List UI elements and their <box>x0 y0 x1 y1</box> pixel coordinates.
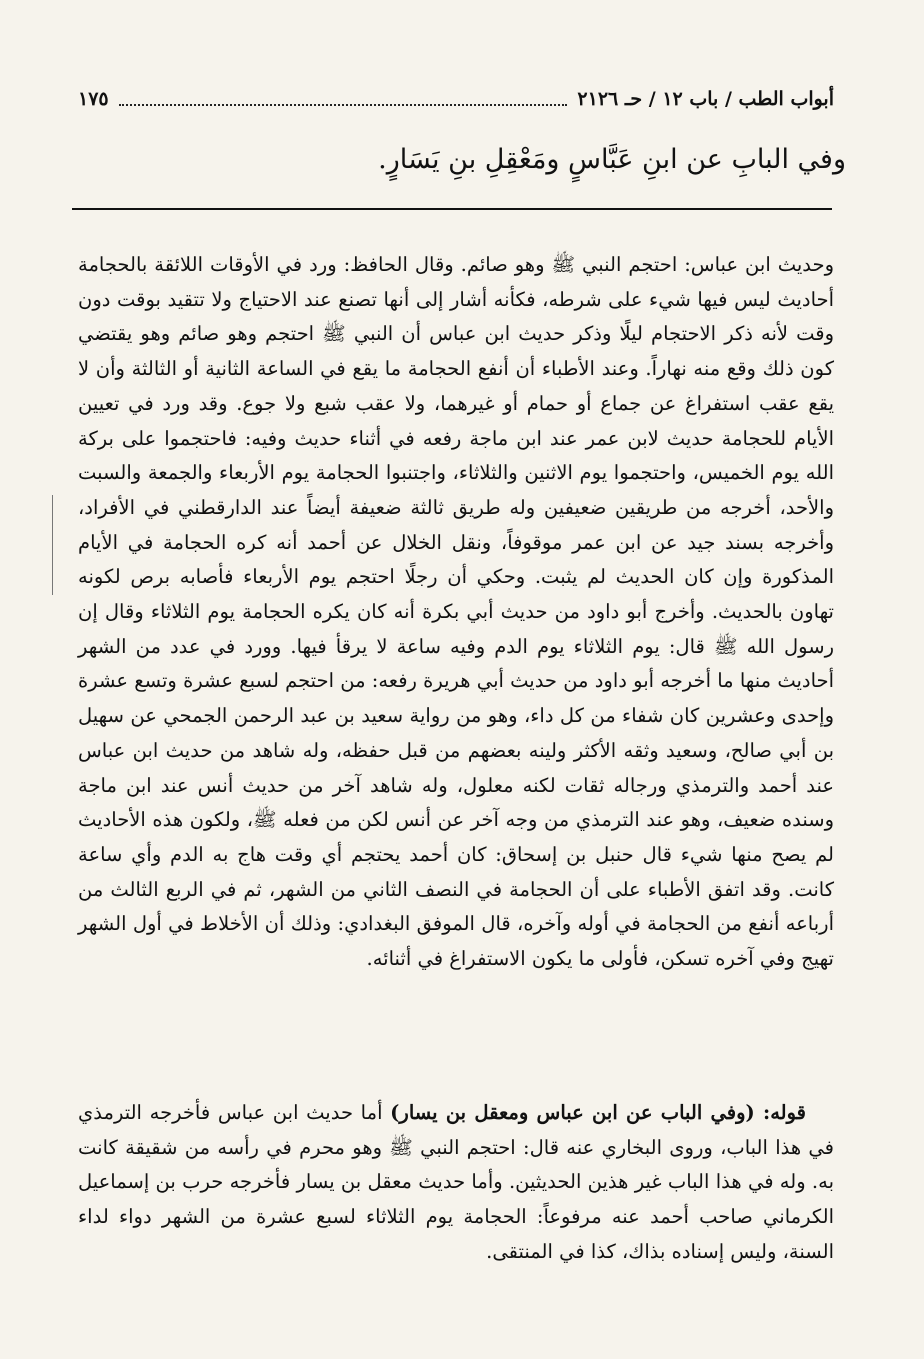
text-separator-rule <box>72 208 832 210</box>
running-title: أبواب الطب / باب ١٢ / حـ ٢١٢٦ <box>577 88 834 110</box>
commentary-block <box>78 248 834 977</box>
qawluhu-lead: قوله: (وفي الباب عن ابن عباس ومعقل بن يسار) <box>390 1101 806 1124</box>
dotted-leader <box>119 104 568 106</box>
qawluhu-body: أما حديث ابن عباس فأخرجه الترمذي في هذا الباب، وروى البخاري عنه قال: احتجم النبي ﷺ وهو محرم في رأسه من شقيقة كانت به. وله في هذا الباب غير هذين الحديثين. وأما حديث معقل بن يسار فأخرجه حرب بن إسماعيل الكرماني صاحب أحمد عنه مرفوعاً: الحجامة يوم الثلاثاء لسبع عشرة من الشهر دواء لداء السنة، وليس إسناده بذاك، كذا في المنتقى. <box>78 1101 834 1263</box>
margin-line <box>52 495 53 595</box>
page-header <box>78 82 834 116</box>
commentary-paragraph: وحديث ابن عباس: احتجم النبي ﷺ وهو صائم. وقال الحافظ: ورد في الأوقات اللائقة بالحجامة أحاديث ليس فيها شيء على شرطه، فكأنه أشار إلى أنها تصنع عند الاحتياج ولا تتقيد بوقت دون وقت لأنه ذكر الاحتجام ليلًا وذكر حديث ابن عباس أن النبي ﷺ احتجم وهو صائم وهو يقتضي كون ذلك وقع منه نهاراً. وعند الأطباء أن أنفع الحجامة ما يقع في الساعة الثانية أو الثالثة وأن لا يقع عقب استفراغ عن جماع أو حمام أو غيرهما، ولا عقب شبع ولا جوع. وقد ورد في تعيين الأيام للحجامة حديث لابن عمر عند ابن ماجة رفعه في أثناء حديث وفيه: فاحتجموا على بركة الله يوم الخميس، واحتجموا يوم الاثنين والثلاثاء، واجتنبوا الحجامة يوم الأربعاء والجمعة والسبت والأحد، أخرجه من طريقين ضعيفين وله طريق ثالثة ضعيفة أيضاً عند الدارقطني في الأفراد، وأخرجه بسند جيد عن ابن عمر موقوفاً، ونقل الخلال عن أحمد أنه كره الحجامة في الأيام المذكورة وإن كان الحديث لم يثبت. وحكي أن رجلًا احتجم يوم الأربعاء فأصابه برص لكونه تهاون بالحديث. وأخرج أبو داود من حديث أبي بكرة أنه كان يكره الحجامة يوم الثلاثاء وقال إن رسول الله ﷺ قال: يوم الثلاثاء يوم الدم وفيه ساعة لا يرقأ فيها. وورد في عدد من الشهر أحاديث منها ما أخرجه أبو داود من حديث أبي هريرة رفعه: من احتجم لسبع عشرة وتسع عشرة وإحدى وعشرين كان شفاء من كل داء، وهو من رواية سعيد بن عبد الرحمن الجمحي عن سهيل بن أبي صالح، وسعيد وثقه الأكثر ولينه بعضهم من قبل حفظه، وله شاهد من حديث ابن عباس عند أحمد والترمذي ورجاله ثقات لكنه معلول، وله شاهد آخر من حديث أنس عند ابن ماجة وسنده ضعيف، وهو عند الترمذي من وجه آخر عن أنس لكن من فعله ﷺ، ولكون هذه الأحاديث لم يصح منها شيء قال حنبل بن إسحاق: كان أحمد يحتجم أي وقت هاج به الدم وأي ساعة كانت. وقد اتفق الأطباء على أن الحجامة في النصف الثاني من الشهر، ثم في الربع الثالث من أرباعه أنفع من الحجامة في أوله وآخره، قال الموفق البغدادي: وذلك أن الأخلاط في أول الشهر تهيج وفي آخره تسكن، فأولى ما يكون الاستفراغ في أثنائه. <box>78 253 834 971</box>
qawluhu-block <box>78 1096 834 1270</box>
page-number: ١٧٥ <box>78 88 109 110</box>
qawluhu-paragraph <box>78 1096 834 1270</box>
hadith-text: وفي البابِ عن ابنِ عَبَّاسٍ ومَعْقِلِ بنِ يَسَارٍ. <box>378 144 846 175</box>
